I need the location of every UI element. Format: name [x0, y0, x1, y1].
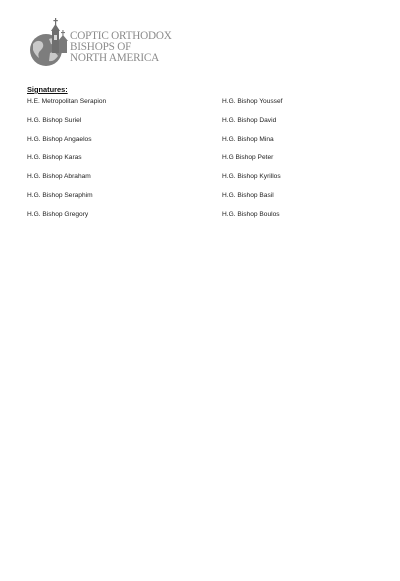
organization-logo [27, 15, 187, 73]
signatory-name: H.G Bishop Peter [222, 154, 274, 162]
signatory-name: H.G. Bishop Youssef [222, 98, 283, 105]
signatory-name: H.G. Bishop Basil [222, 191, 274, 199]
logo-wordmark [70, 31, 172, 64]
globe-church-icon [27, 17, 69, 71]
signatory-name: H.G. Bishop Mina [222, 135, 274, 143]
signatures-right-column [222, 98, 282, 230]
signatory-name: H.G. Bishop Abraham [27, 173, 91, 181]
signatory-name: H.G. Bishop David [222, 116, 277, 124]
logo-line-2: BISHOPS OF [70, 41, 132, 53]
logo-line-1: COPTIC ORTHODOX [70, 30, 172, 42]
signatory-name: H.E. Metropolitan Serapion [27, 98, 107, 105]
signatory-name: H.G. Bishop Suriel [27, 116, 82, 124]
signatures-heading: Signatures: [27, 85, 68, 94]
signatory-name: H.G. Bishop Gregory [27, 210, 89, 218]
signatory-name: H.G. Bishop Boulos [222, 210, 280, 218]
signatory-name: H.G. Bishop Kyrillos [222, 173, 281, 181]
signatory-name: H.G. Bishop Karas [27, 154, 82, 162]
logo-line-3: NORTH AMERICA [70, 52, 160, 64]
signatures-left-column [27, 98, 106, 230]
signatory-name: H.G. Bishop Angaelos [27, 135, 92, 143]
signatory-name: H.G. Bishop Seraphim [27, 191, 93, 199]
